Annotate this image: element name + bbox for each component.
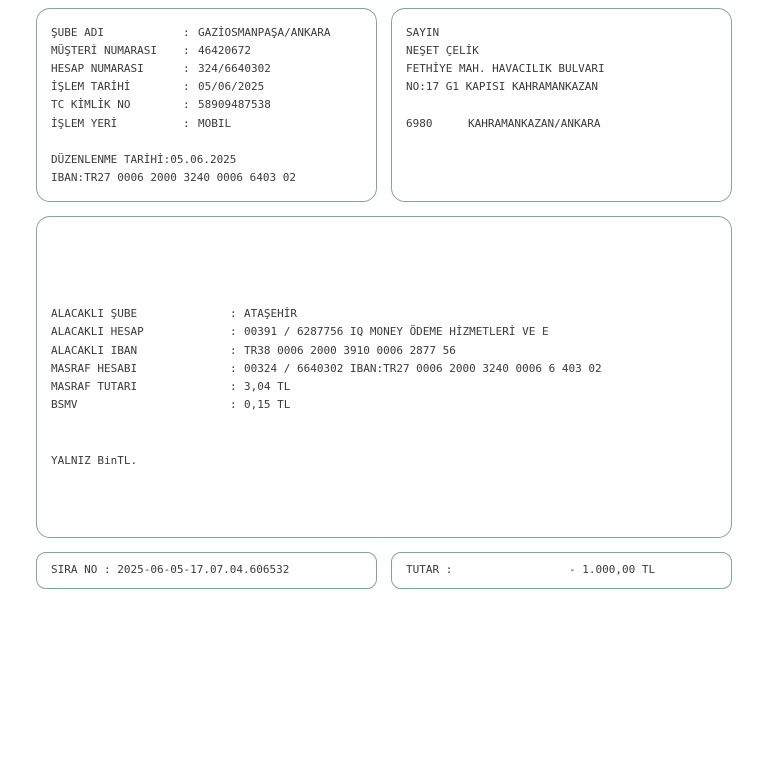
amount-label: TUTAR : bbox=[406, 563, 453, 576]
addressee-name: NEŞET ÇELİK bbox=[406, 44, 479, 57]
amount-in-words: YALNIZ BinTL. bbox=[51, 454, 138, 467]
city: KAHRAMANKAZAN/ANKARA bbox=[468, 117, 601, 130]
detail-sep: : bbox=[230, 398, 237, 411]
info-label: ŞUBE ADI bbox=[51, 26, 104, 39]
info-sep: : bbox=[183, 26, 190, 39]
sequence-number: SIRA NO : 2025-06-05-17.07.04.606532 bbox=[51, 563, 290, 576]
amount-panel bbox=[391, 552, 732, 589]
issue-date: DÜZENLENME TARİHİ:05.06.2025 bbox=[51, 153, 237, 166]
detail-value: 00324 / 6640302 IBAN:TR27 0006 2000 3240 0006 6 403 02 bbox=[244, 362, 602, 375]
detail-sep: : bbox=[230, 307, 237, 320]
info-label: TC KİMLİK NO bbox=[51, 98, 131, 111]
postal-city-line bbox=[406, 117, 601, 173]
detail-label: MASRAF TUTARI bbox=[51, 380, 138, 393]
transfer-details-panel bbox=[36, 216, 732, 538]
detail-value: 3,04 TL bbox=[244, 380, 291, 393]
customer-info-panel bbox=[36, 8, 377, 202]
detail-label: BSMV bbox=[51, 398, 78, 411]
detail-value: 0,15 TL bbox=[244, 398, 291, 411]
info-label: MÜŞTERİ NUMARASI bbox=[51, 44, 157, 57]
salutation: SAYIN bbox=[406, 26, 440, 39]
info-label: HESAP NUMARASI bbox=[51, 62, 144, 75]
sequence-panel bbox=[36, 552, 377, 589]
address-line-1: FETHİYE MAH. HAVACILIK BULVARI bbox=[406, 62, 605, 75]
info-value: 324/6640302 bbox=[198, 62, 271, 75]
customer-iban: IBAN:TR27 0006 2000 3240 0006 6403 02 bbox=[51, 171, 297, 184]
info-value: 46420672 bbox=[198, 44, 251, 57]
info-label: İŞLEM TARİHİ bbox=[51, 80, 131, 93]
info-value: 58909487538 bbox=[198, 98, 271, 111]
detail-sep: : bbox=[230, 380, 237, 393]
postal-code: 6980 bbox=[406, 117, 433, 130]
amount-value: - 1.000,00 TL bbox=[569, 563, 656, 576]
detail-value: ATAŞEHİR bbox=[244, 307, 297, 320]
info-sep: : bbox=[183, 80, 190, 93]
info-sep: : bbox=[183, 62, 190, 75]
detail-sep: : bbox=[230, 344, 237, 357]
detail-label: ALACAKLI HESAP bbox=[51, 325, 144, 338]
info-value: GAZİOSMANPAŞA/ANKARA bbox=[198, 26, 331, 39]
address-line-2: NO:17 G1 KAPISI KAHRAMANKAZAN bbox=[406, 80, 599, 93]
detail-label: ALACAKLI IBAN bbox=[51, 344, 138, 357]
detail-label: MASRAF HESABI bbox=[51, 362, 138, 375]
addressee-panel bbox=[391, 8, 732, 202]
info-sep: : bbox=[183, 98, 190, 111]
info-label: İŞLEM YERİ bbox=[51, 117, 118, 130]
info-sep: : bbox=[183, 117, 190, 130]
detail-label: ALACAKLI ŞUBE bbox=[51, 307, 138, 320]
detail-value: TR38 0006 2000 3910 0006 2877 56 bbox=[244, 344, 456, 357]
info-value: 05/06/2025 bbox=[198, 80, 265, 93]
detail-sep: : bbox=[230, 362, 237, 375]
info-sep: : bbox=[183, 44, 190, 57]
detail-value: 00391 / 6287756 IQ MONEY ÖDEME HİZMETLERİ VE E bbox=[244, 325, 549, 338]
detail-sep: : bbox=[230, 325, 237, 338]
info-value: MOBIL bbox=[198, 117, 232, 130]
